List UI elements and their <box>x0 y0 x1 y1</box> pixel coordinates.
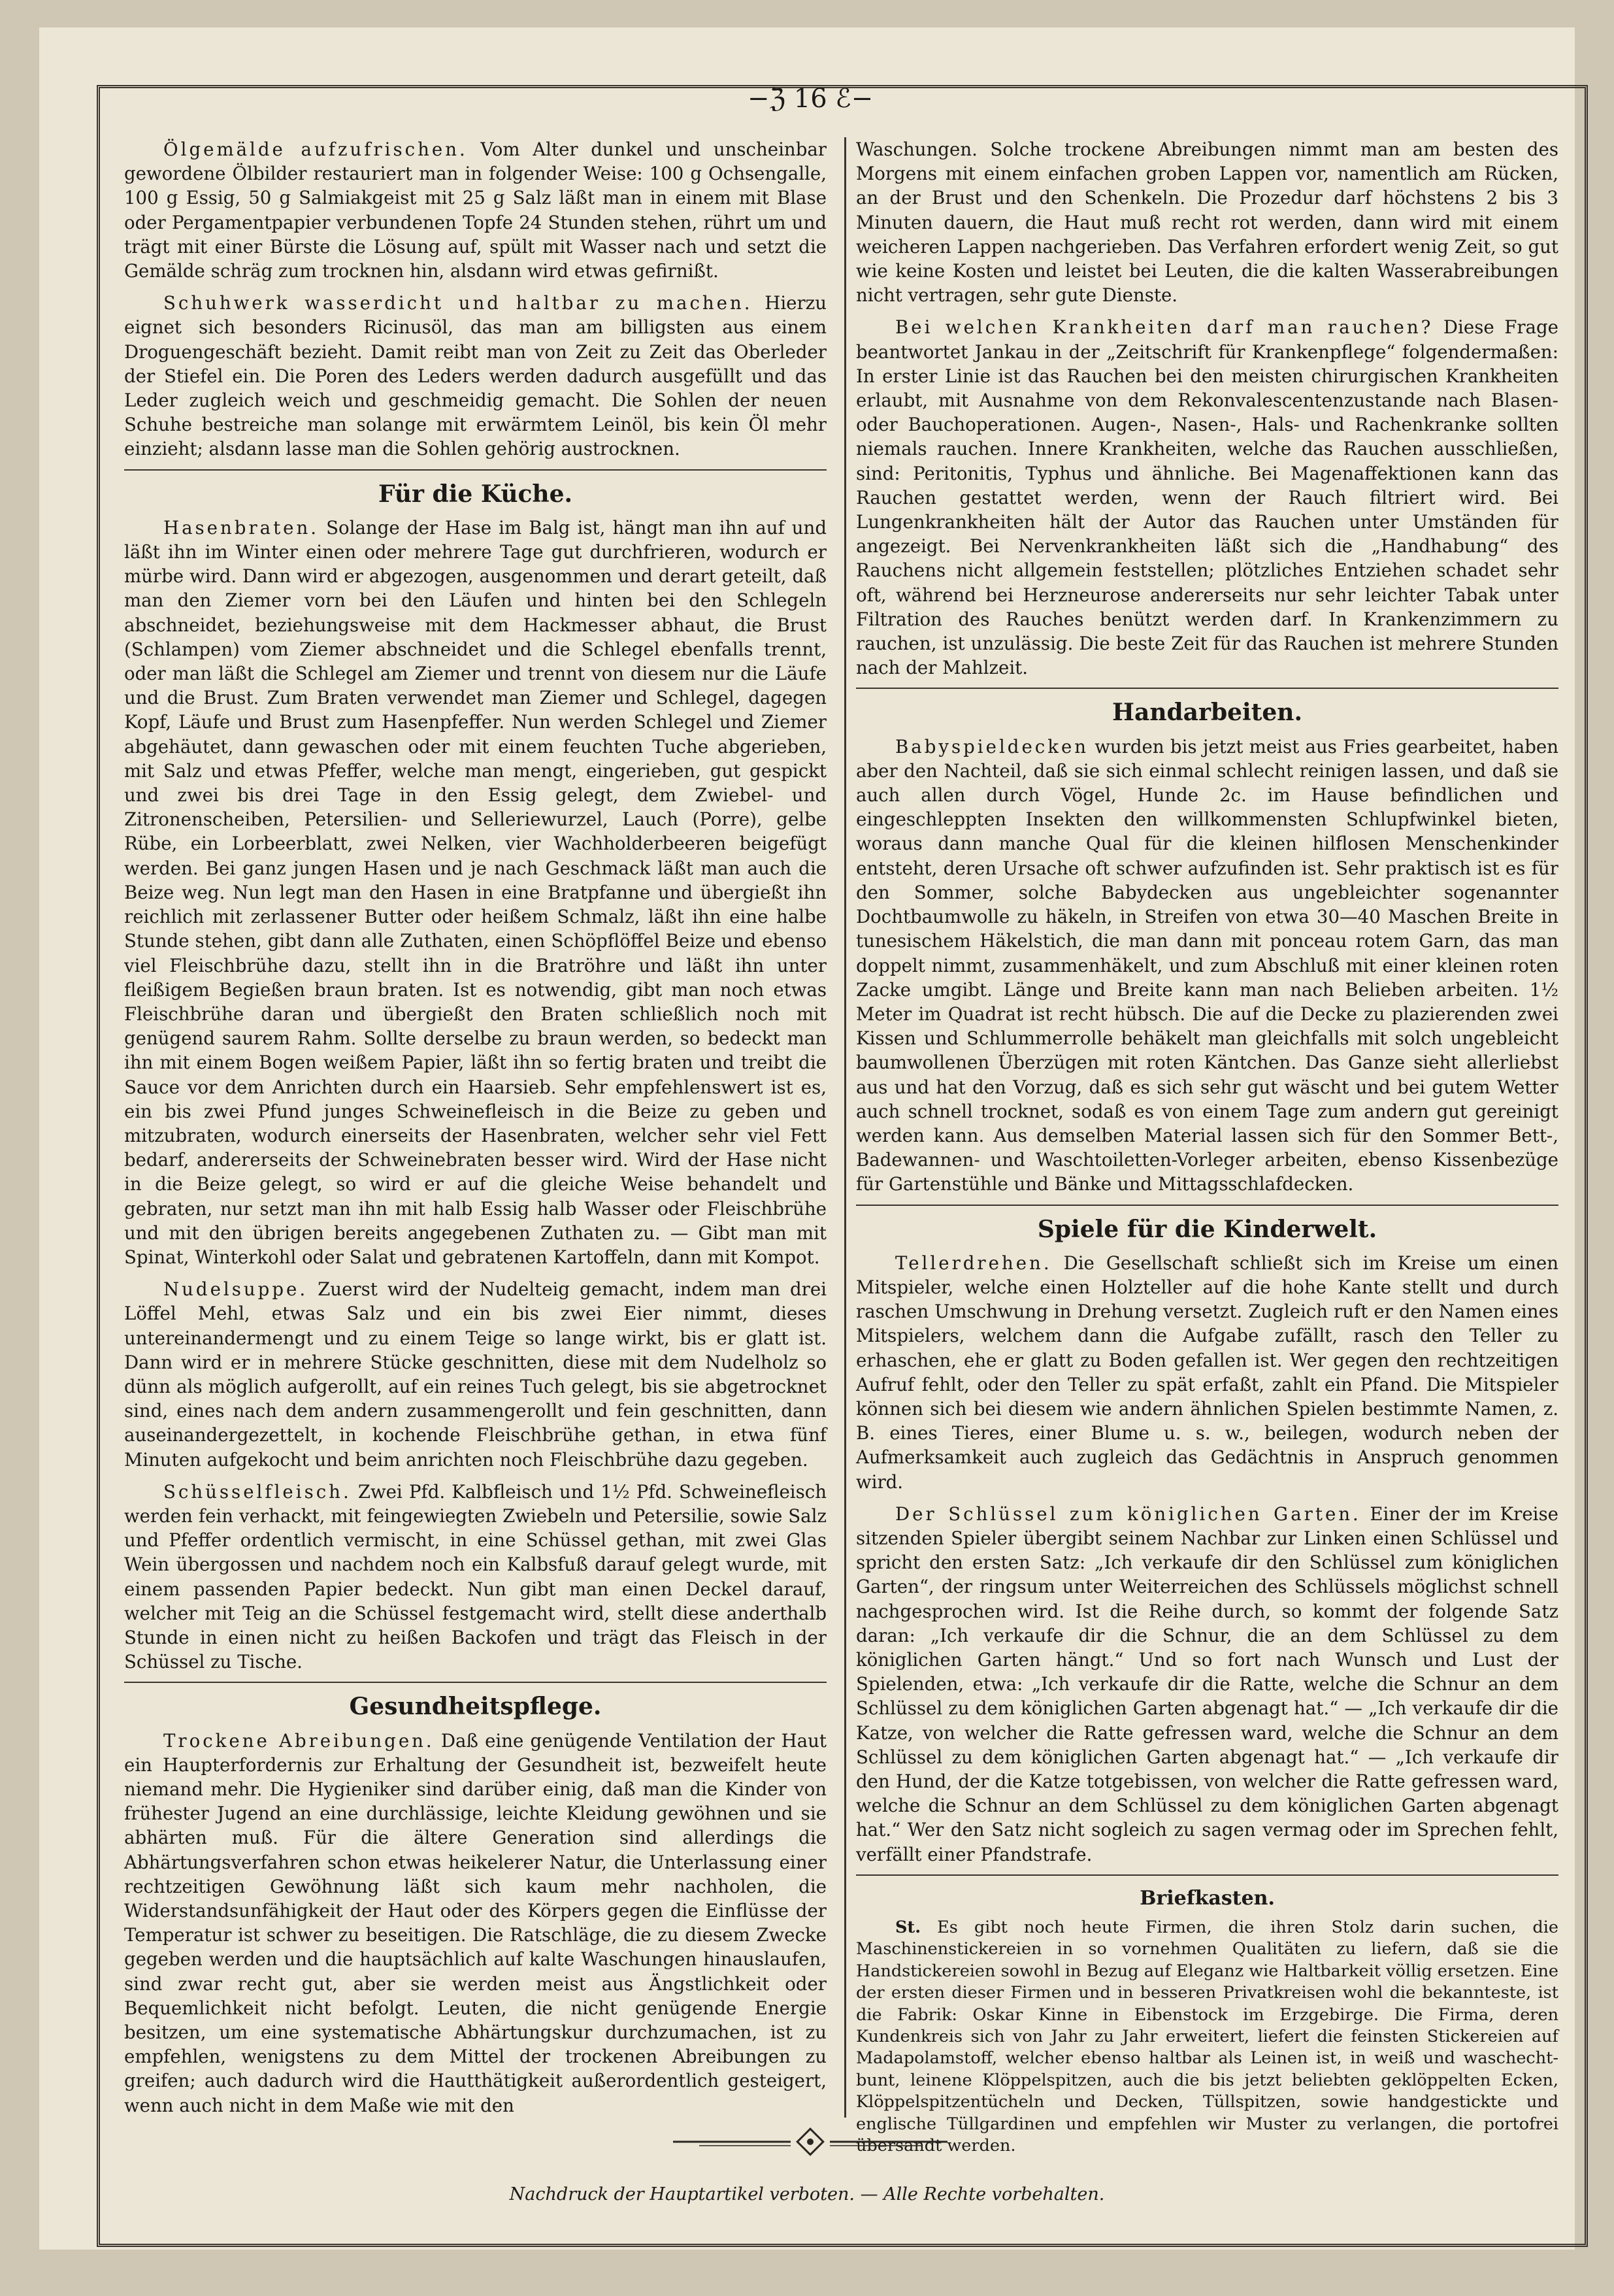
article-keyword: Hasenbraten. <box>163 516 320 539</box>
section-heading-spiele: Spiele für die Kinderwelt. <box>856 1205 1558 1242</box>
article-keyword: St. <box>895 1918 921 1938</box>
article-keyword: Der Schlüssel zum königlichen Garten. <box>895 1503 1361 1525</box>
letter-answer: St. Es gibt noch heute Firmen, die ihren Stolz darin suchen, die Maschinenstickereien in so vornehmen Qualitäten zu liefern, daß sie die Handstickereien sowohl in Bezug auf Eleganz wie Haltbarkeit völlig ersetzen. Eine der ersten dieser Firmen und in besseren Privatkreisen wohl die bekannteste, ist die Fabrik: Oskar Kinne in Eibenstock im Erzgebirge. Die Firma, deren Kundenkreis sich von Jahr zu Jahr erweitert, liefert die feinsten Stickereien auf Madapolamstoff, welcher ebenso haltbar als Leinen ist, in weiß und waschecht-bunt, leinene Klöppelspitzen, auch die bis jetzt beliebten geklöppelten Ecken, Klöppelspitzentücheln und Decken, Tüllspitzen, sowie handgestickte und englische Tüllgardinen und empfehlen wir Muster zu verlangen, die portofrei übersandt werden. <box>856 1918 1558 2156</box>
page-number: −ℨ 16 ℰ− <box>747 84 874 114</box>
article-abreibungen-cont: Waschungen. Solche trockene Abreibungen nimmt man am besten des Morgens mit einem einfachen groben Lappen vor, namentlich am Rücken, an der Brust und den Schenkeln. Die Prozedur darf höchstens 2 bis 3 Minuten dauern, die Haut muß recht rot werden, dann wird mit einem weicheren Lappen nachgerieben. Das Verfahren erfordert wenig Zeit, so gut wie keine Kosten und leistet bei Leuten, die die kalten Wasserabreibungen nicht vertragen, sehr gute Dienste. <box>856 139 1558 307</box>
article-babyspieldecken: Babyspieldecken wurden bis jetzt meist aus Fries gearbeitet, haben aber den Nachteil, daß sie sich einmal schlecht reinigen lassen, und daß sie auch allen durch Vögel, Hunde 2c. im Hause befindlichen und eingeschleppten Insekten den willkommensten Schlupfwinkel bieten, woraus dann manche Qual für die kleinen hilflosen Menschenkinder entsteht, deren Ursache oft schwer aufzufinden ist. Sehr praktisch ist es für den Sommer, solche Babydecken aus ungebleichter sogenannter Dochtbaumwolle zu häkeln, in Streifen von etwa 30—40 Maschen Breite in tunesischem Häkelstich, die man dann mit ponceau rotem Garn, das man doppelt nimmt, zusammenhäkelt, und zum Abschluß mit einer kleinen roten Zacke umgibt. Länge und Breite kann man nach Belieben arbeiten. 1½ Meter im Quadrat ist recht hübsch. Die auf die Decke zu plazierenden zwei Kissen und Schlummerrolle behäkelt man gleichfalls mit solch ungebleicht baumwollenen Überzügen mit roten Käntchen. Das Ganze sieht allerliebst aus und hat den Vorzug, daß es sich sehr gut wäscht und bei gutem Wetter auch schnell trocknet, sodaß es von einem Tage zum andern gut gereinigt werden kann. Aus demselben Material lassen sich für den Sommer Bett-, Badewannen- und Waschtoiletten-Vorleger arbeiten, ebenso Kissenbezüge für Gartenstühle und Bänke und Mittagsschlafdecken. <box>856 735 1558 1195</box>
section-heading-kueche: Für die Küche. <box>124 469 827 507</box>
right-ornament-icon: ℰ− <box>827 84 874 114</box>
briefkasten-body <box>856 1917 1558 2157</box>
column-divider <box>844 137 846 2118</box>
left-column <box>124 137 827 2116</box>
article-keyword: Babyspieldecken <box>895 735 1089 757</box>
article-schuhwerk: Schuhwerk wasserdicht und haltbar zu machen. Hierzu eignet sich besonders Ricinusöl, das man am billigsten aus einem Droguengeschäft bezieht. Damit reibt man von Zeit zu Zeit das Oberleder der Stiefel ein. Die Poren des Leders werden dadurch ausgefüllt und das Leder zugleich weich und geschmeidig gemacht. Die Sohlen der neuen Schuhe bestreiche man solange mit erwärmtem Leinöl, bis kein Öl mehr einzieht; alsdann lasse man die Sohlen gehörig austrocknen. <box>124 292 827 460</box>
article-schluessel: Der Schlüssel zum königlichen Garten. Einer der im Kreise sitzenden Spieler übergibt seinem Nachbar zur Linken einen Schlüssel und spricht den ersten Satz: „Ich verkaufe dir den Schlüssel zum königlichen Garten“, der ringsum unter Weiterreichen des Schlüssels möglichst schnell nachgesprochen wird. Ist die Reihe durch, so kommt der folgende Satz daran: „Ich verkaufe dir die Schnur, die an dem Schlüssel zu dem königlichen Garten hängt.“ Und so fort nach Wunsch und Lust der Spielenden, etwa: „Ich verkaufe dir die Ratte, welche die Schnur an dem Schlüssel zu dem königlichen Garten abgenagt hat.“ — „Ich verkaufe dir die Katze, von welcher die Ratte gefressen ward, welche die Schnur an dem Schlüssel zu dem königlichen Garten abgenagt hat.“ — „Ich verkaufe dir den Hund, der die Katze totgebissen, von welcher die Ratte gefressen ward, welche die Schnur an dem Schlüssel zu dem königlichen Garten abgenagt hat.“ Wer den Satz nicht sogleich zu sagen vermag oder im Sprechen fehlt, verfällt einer Pfandstrafe. <box>856 1503 1558 1865</box>
article-oelgemaelde: Ölgemälde aufzufrischen. Vom Alter dunkel und unscheinbar gewordene Ölbilder restauriert man in folgender Weise: 100 g Ochsengalle, 100 g Essig, 50 g Salmiakgeist mit 25 g Salz läßt man in einem mit Blase oder Pergamentpapier verbundenen Topfe 24 Stunden stehen, rührt um und trägt mit einer Bürste die Lösung auf, spült mit Wasser nach und setzt die Gemälde schräg zum trocknen hin, alsdann wird etwas gefirnißt. <box>124 139 827 282</box>
article-tellerdrehen: Tellerdrehen. Die Gesellschaft schließt sich im Kreise um einen Mitspieler, welche einen Holzteller auf die hohe Kante stellt und durch raschen Umschwung in Drehung versetzt. Zugleich ruft er den Namen eines Mitspielers, welchem dann die Aufgabe zufällt, rasch den Teller zu erhaschen, ehe er glatt zu Boden gefallen ist. Wer gegen den rechtzeitigen Aufruf fehlt, oder den Teller zu spät erfaßt, zahlt ein Pfand. Die Mitspieler können sich bei diesem wie andern ähnlichen Spielen bestimmte Namen, z. B. eines Tieres, einer Blume u. s. w., beilegen, wodurch neben der Aufmerksamkeit auch zugleich das Gedächtnis in Anspruch genommen wird. <box>856 1252 1558 1493</box>
copyright-notice: Nachdruck der Hauptartikel verboten. — Alle Rechte vorbehalten. <box>509 2184 1105 2204</box>
section-heading-gesundheit: Gesundheitspflege. <box>124 1682 827 1719</box>
left-ornament-icon: −ℨ <box>747 84 794 114</box>
article-schuesselfleisch: Schüsselfleisch. Zwei Pfd. Kalbfleisch und 1½ Pfd. Schweinefleisch werden fein verhackt, mit feingewiegten Zwiebeln und Petersilie, sowie Salz und Pfeffer ordentlich vermischt, in eine Schüssel gethan, mit zwei Glas Wein übergossen und nachdem noch ein Kalbsfuß darauf gelegt wurde, mit einem passenden Papier bedeckt. Nun gibt man einen Deckel darauf, welcher mit Teig an die Schüssel festgemacht wird, stellt diese anderthalb Stunde in einen nicht zu heißen Backofen und trägt das Fleisch in der Schüssel zu Tische. <box>124 1480 827 1673</box>
section-heading-handarbeiten: Handarbeiten. <box>856 688 1558 725</box>
article-hasenbraten: Hasenbraten. Solange der Hase im Balg ist, hängt man ihn auf und läßt ihn im Winter einen oder mehrere Tage gut durchfrieren, wodurch er mürbe wird. Dann wird er abgezogen, ausgenommen und derart geteilt, daß man den Ziemer vorn bei den Läufen und hinten bei den Schlegeln abschneidet, beziehungsweise mit dem Hackmesser abhaut, die Brust (Schlampen) vom Ziemer abschneidet und die Schlegel ebenfalls trennt, oder man läßt die Schlegel am Ziemer und trennt von diesem nur die Läufe und die Brust. Zum Braten verwendet man Ziemer und Schlegel, dagegen Kopf, Läufe und Brust zum Hasenpfeffer. Nun werden Schlegel und Ziemer abgehäutet, dann gewaschen oder mit einem feuchten Tuche abgerieben, mit Salz und etwas Pfeffer, welche man mengt, eingerieben, gut gespickt und zwei bis drei Tage in den Essig gelegt, dem Zwiebel- und Zitronenscheiben, Petersilien- und Selleriewurzel, Lauch (Porre), gelbe Rübe, ein Lorbeerblatt, zwei Nelken, vier Wachholderbeeren beigefügt werden. Bei ganz jungen Hasen und je nach Geschmack läßt man auch die Beize weg. Nun legt man den Hasen in eine Bratpfanne und übergießt ihn reichlich mit zerlassener Butter oder heißem Schmalz, läßt ihn eine halbe Stunde stehen, gibt dann alle Zuthaten, einen Schöpflöffel Beize und ebenso viel Fleischbrühe dazu, stellt ihn in die Bratröhre und läßt ihn unter fleißigem Begießen braun braten. Ist es notwendig, gibt man noch etwas Fleischbrühe daran und übergießt den Braten schließlich noch mit genügend saurem Rahm. Sollte derselbe zu braun werden, so bedeckt man ihn mit einem Bogen weißem Papier, läßt ihn so fertig braten und treibt die Sauce vor dem Anrichten durch ein Haarsieb. Sehr empfehlenswert ist es, ein bis zwei Pfund junges Schweinefleisch in die Beize zu geben und mitzubraten, wodurch einerseits der Hasenbraten, welcher sehr viel Fett bedarf, andererseits der Schweinebraten besser wird. Wird der Hase nicht in die Beize gelegt, so wird er auf die gleiche Weise behandelt und gebraten, nur setzt man ihn mit halb Essig halb Wasser oder Fleischbrühe und mit den übrigen bereits angegebenen Zuthaten zu. — Gibt man mit Spinat, Winterkohl oder Salat und gebratenen Kartoffeln, dann mit Kompot. <box>124 516 827 1268</box>
article-keyword: Tellerdrehen. <box>895 1252 1052 1274</box>
article-keyword: Bei welchen Krankheiten darf man rauchen? <box>895 316 1434 339</box>
bottom-ornament-icon <box>673 2132 947 2152</box>
article-keyword: Trockene Abreibungen. <box>163 1729 435 1752</box>
article-keyword: Schuhwerk wasserdicht und haltbar zu machen. <box>163 292 753 314</box>
article-keyword: Schüsselfleisch. <box>163 1480 352 1503</box>
article-keyword: Ölgemälde aufzufrischen. <box>163 139 468 160</box>
article-nudelsuppe: Nudelsuppe. Zuerst wird der Nudelteig gemacht, indem man drei Löffel Mehl, etwas Salz und ein bis zwei Eier nimmt, dieses untereinandermengt und zu einem Teige so lange wirkt, bis er glatt ist. Dann wird er in mehrere Stücke geschnitten, diese mit dem Nudelholz so dünn als möglich aufgerollt, auf ein reines Tuch gelegt, bis sie abgetrocknet sind, eines nach dem andern zusammengerollt und fein geschnitten, dann auseinandergezettelt, in kochende Fleischbrühe gethan, in etwa fünf Minuten aufgekocht und beim anrichten noch Fleischbrühe dazu gegeben. <box>124 1278 827 1471</box>
article-abreibungen: Trockene Abreibungen. Daß eine genügende Ventilation der Haut ein Haupterfordernis zur Erhaltung der Gesundheit ist, bezweifelt heute niemand mehr. Die Hygieniker sind darüber einig, daß man die Kinder von frühester Jugend an eine durchlässige, leichte Kleidung gewöhnen und sie abhärten muß. Für die ältere Generation sind allerdings die Abhärtungsverfahren schon etwas heikelerer Natur, die Unterlassung einer rechtzeitigen Gewöhnung läßt sich kaum mehr nachholen, die Widerstandsunfähigkeit der Haut oder des Körpers gegen die Einflüsse der Temperatur ist schwer zu beseitigen. Die Ratschläge, die zu diesem Zwecke gegeben werden und die hauptsächlich auf kalte Waschungen hinauslaufen, sind zwar recht gut, aber sie werden meist aus Ängstlichkeit oder Bequemlichkeit nicht befolgt. Leuten, die nicht genügende Energie besitzen, um eine systematische Abhärtungskur durchzumachen, ist zu empfehlen, wenigstens zu dem Mittel der trockenen Abreibungen zu greifen; auch dadurch wird die Hautthätigkeit außerordentlich gesteigert, wenn auch nicht in dem Maße wie mit den <box>124 1729 827 2116</box>
article-rauchen: Bei welchen Krankheiten darf man rauchen? Diese Frage beantwortet Jankau in der „Zeitschrift für Krankenpflege“ folgendermaßen: In erster Linie ist das Rauchen bei den meisten chirurgischen Krankheiten erlaubt, mit Ausnahme von dem Rekonvalescentenzustande nach Blasen- oder Bauchoperationen. Augen-, Nasen-, Hals- und Rachenkranke sollten niemals rauchen. Innere Krankheiten, welche das Rauchen ausschließen, sind: Peritonitis, Typhus und ähnliche. Bei Magenaffektionen kann das Rauchen gestattet werden, wenn der Rauch filtriert wird. Bei Lungenkrankheiten hält der Autor das Rauchen unter Umständen für angezeigt. Bei Nervenkrankheiten läßt sich die „Handhabung“ des Rauchens nicht allgemein feststellen; plötzliches Entziehen schadet sehr oft, während bei Herzneurose andererseits nur sehr leichter Tabak unter Filtration des Rauches benützt werden darf. In Krankenzimmern zu rauchen, ist unzulässig. Die beste Zeit für das Rauchen ist mehrere Stunden nach der Mahlzeit. <box>856 316 1559 679</box>
section-heading-briefkasten: Briefkasten. <box>856 1874 1558 1910</box>
right-column <box>856 137 1559 2156</box>
article-keyword: Nudelsuppe. <box>163 1278 308 1301</box>
